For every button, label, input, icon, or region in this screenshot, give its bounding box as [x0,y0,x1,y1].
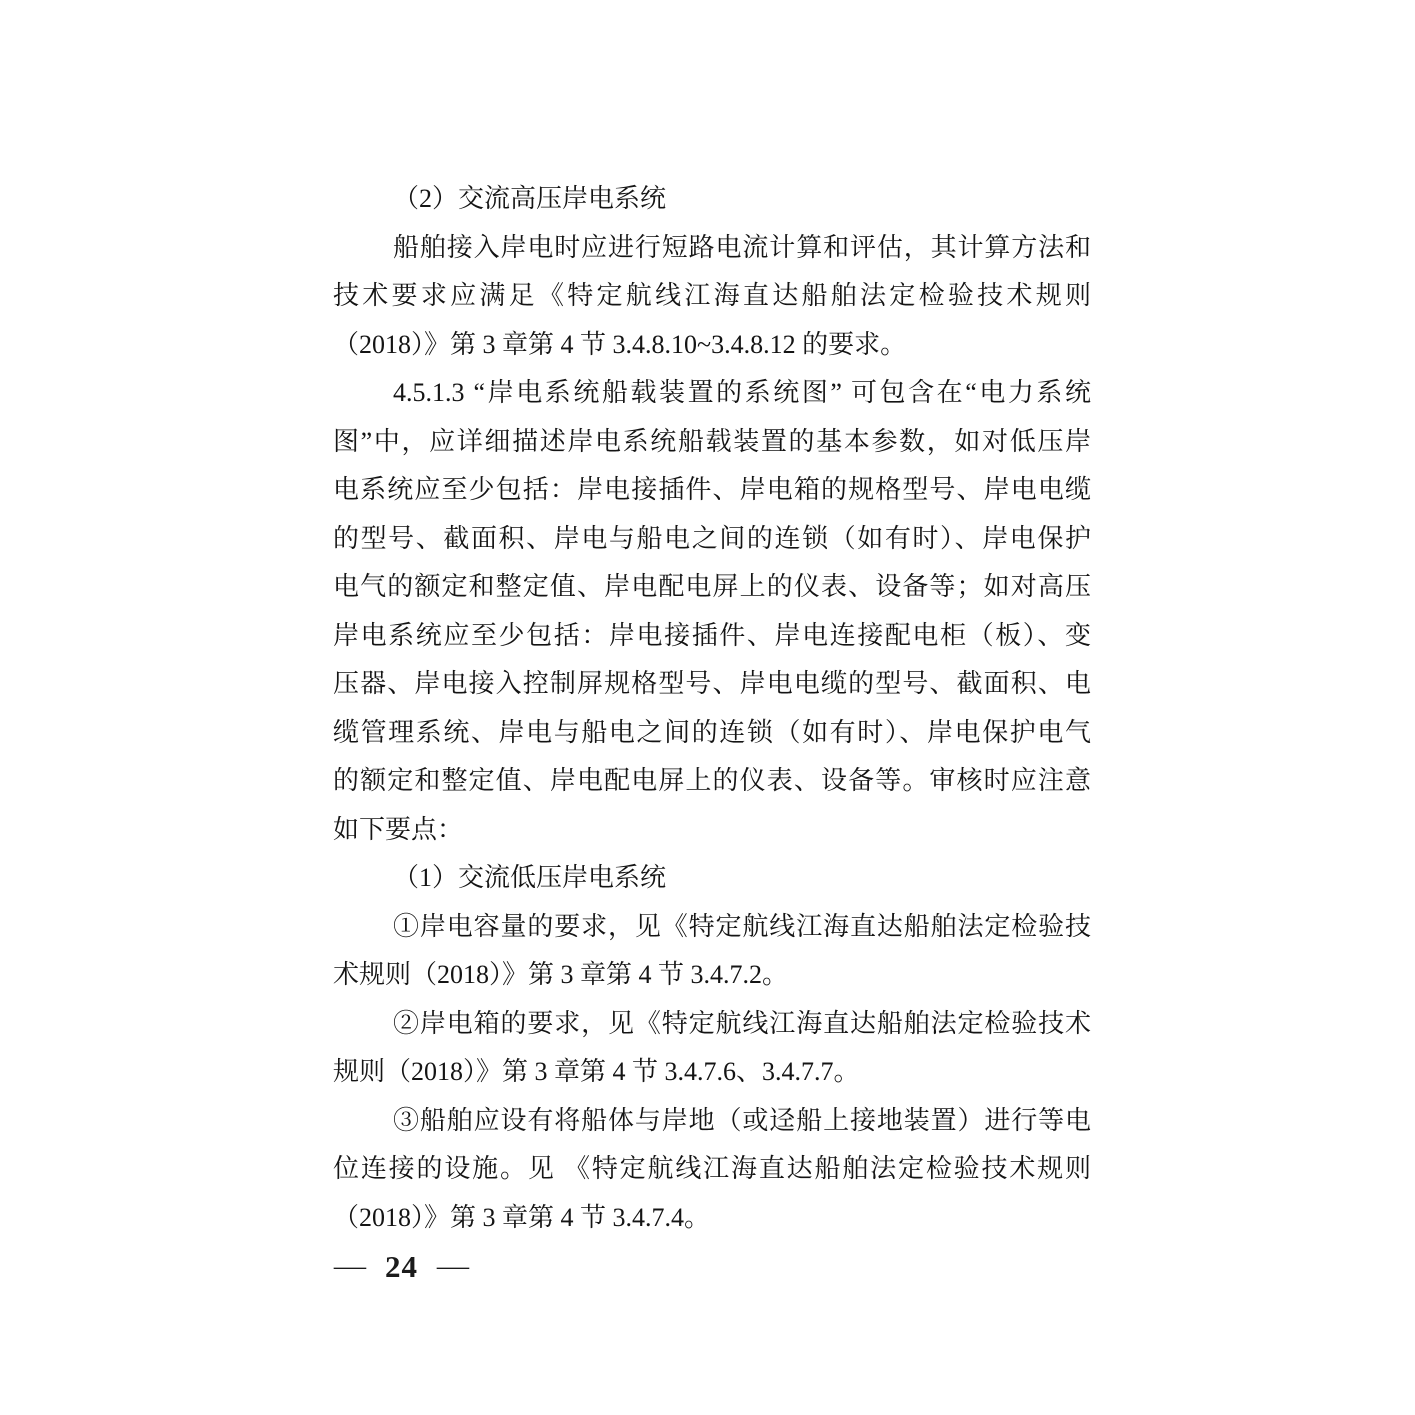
text-line: 岸电系统应至少包括：岸电接插件、岸电连接配电柜（板）、变 [333,620,1091,650]
text-line: 图”中，应详细描述岸电系统船载装置的基本参数，如对低压岸 [333,426,1091,456]
text-line: ②岸电箱的要求，见《特定航线江海直达船舶法定检验技术 [393,1008,1091,1038]
page-footer [333,1249,470,1285]
text-line: 压器、岸电接入控制屏规格型号、岸电电缆的型号、截面积、电 [333,669,1091,698]
text-line: 的额定和整定值、岸电配电屏上的仪表、设备等。审核时应注意 [333,766,1091,795]
text-line: 电系统应至少包括：岸电接插件、岸电箱的规格型号、岸电电缆 [333,475,1091,504]
text-line: ①岸电容量的要求，见《特定航线江海直达船舶法定检验技 [393,911,1091,941]
footer-dash-right: — [436,1251,470,1282]
text-line: 的型号、截面积、岸电与船电之间的连锁（如有时）、岸电保护 [333,523,1091,553]
text-line: （2）交流高压岸电系统 [393,184,667,213]
text-line: 规则（2018）》第 3 章第 4 节 3.4.7.6、3.4.7.7。 [333,1057,860,1086]
text-line: 位连接的设施。见 《特定航线江海直达船舶法定检验技术规则 [333,1154,1091,1183]
text-line: （2018）》第 3 章第 4 节 3.4.7.4。 [333,1202,711,1232]
page-number: 24 [385,1249,418,1284]
text-line: 术规则（2018）》第 3 章第 4 节 3.4.7.2。 [333,960,789,989]
footer-dash-left: — [333,1251,367,1282]
text-line: （2018）》第 3 章第 4 节 3.4.8.10~3.4.8.12 的要求。 [333,329,907,359]
text-line: 技术要求应满足《特定航线江海直达船舶法定检验技术规则 [333,281,1091,310]
text-line: 4.5.1.3 “岸电系统船载装置的系统图” 可包含在“电力系统 [393,378,1091,407]
text-line: 如下要点： [333,814,464,844]
text-line: 缆管理系统、岸电与船电之间的连锁（如有时）、岸电保护电气 [333,717,1091,747]
text-line: 电气的额定和整定值、岸电配电屏上的仪表、设备等；如对高压 [333,572,1091,601]
text-line: （1）交流低压岸电系统 [393,863,667,892]
document-body [333,175,1091,1242]
text-line: ③船舶应设有将船体与岸地（或迳船上接地装置）进行等电 [393,1105,1091,1135]
text-line: 船舶接入岸电时应进行短路电流计算和评估，其计算方法和 [393,232,1091,262]
